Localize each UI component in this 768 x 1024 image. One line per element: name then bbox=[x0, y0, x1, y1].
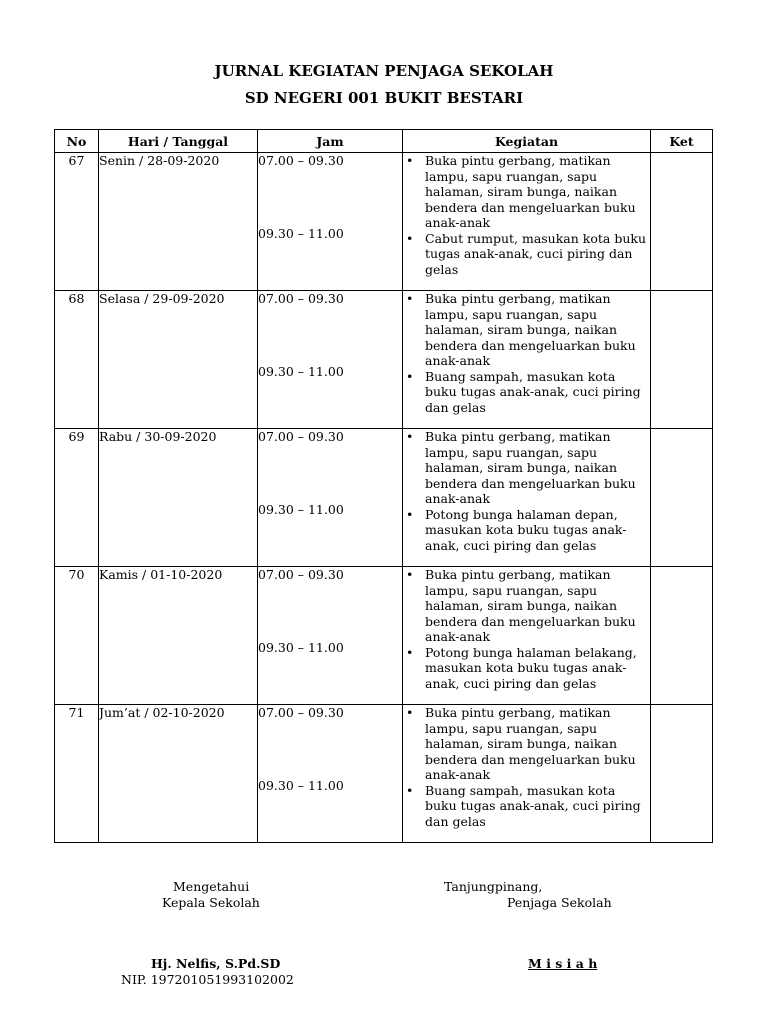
row-number: 67 bbox=[55, 153, 99, 291]
row-note bbox=[651, 705, 713, 843]
row-day-date: Kamis / 01-10-2020 bbox=[99, 567, 258, 705]
document-title: JURNAL KEGIATAN PENJAGA SEKOLAH bbox=[214, 62, 554, 80]
row-time-cell bbox=[258, 429, 403, 567]
activity-item: • Buka pintu gerbang, matikan lampu, sapu ruangan, sapu halaman, siram bunga, naikan bendera dan mengeluarkan buku anak-anak bbox=[403, 291, 650, 369]
time-slot: 09.30 – 11.00 bbox=[258, 778, 344, 793]
row-note bbox=[651, 429, 713, 567]
acknowledged-label: Mengetahui bbox=[173, 879, 250, 894]
row-note bbox=[651, 291, 713, 429]
time-slot: 07.00 – 09.30 bbox=[258, 567, 344, 582]
column-header-no: No bbox=[55, 130, 99, 153]
journal-table bbox=[54, 129, 713, 843]
time-slot: 07.00 – 09.30 bbox=[258, 705, 344, 720]
table-row bbox=[55, 429, 713, 567]
time-slot: 07.00 – 09.30 bbox=[258, 429, 344, 444]
place-label: Tanjungpinang, bbox=[444, 879, 543, 894]
row-time-cell bbox=[258, 705, 403, 843]
time-slot: 09.30 – 11.00 bbox=[258, 226, 344, 241]
table-row bbox=[55, 153, 713, 291]
time-slot: 09.30 – 11.00 bbox=[258, 364, 344, 379]
row-time-cell bbox=[258, 153, 403, 291]
time-slot: 07.00 – 09.30 bbox=[258, 291, 344, 306]
table-row bbox=[55, 567, 713, 705]
principal-nip: NIP. 197201051993102002 bbox=[121, 972, 294, 987]
row-activity-cell bbox=[403, 705, 651, 843]
time-slot: 09.30 – 11.00 bbox=[258, 502, 344, 517]
activity-item: • Buka pintu gerbang, matikan lampu, sapu ruangan, sapu halaman, siram bunga, naikan bendera dan mengeluarkan buku anak-anak bbox=[403, 153, 650, 231]
column-header-day: Hari / Tanggal bbox=[99, 130, 258, 153]
row-number: 68 bbox=[55, 291, 99, 429]
row-day-date: Jum’at / 02-10-2020 bbox=[99, 705, 258, 843]
principal-label: Kepala Sekolah bbox=[162, 895, 260, 910]
principal-name: Hj. Nelfis, S.Pd.SD bbox=[151, 956, 281, 971]
guard-label: Penjaga Sekolah bbox=[507, 895, 612, 910]
row-day-date: Rabu / 30-09-2020 bbox=[99, 429, 258, 567]
row-activity-cell bbox=[403, 291, 651, 429]
row-number: 71 bbox=[55, 705, 99, 843]
table-row bbox=[55, 705, 713, 843]
row-activity-cell bbox=[403, 153, 651, 291]
guard-name: M i s i a h bbox=[528, 956, 598, 971]
table-row bbox=[55, 291, 713, 429]
row-time-cell bbox=[258, 291, 403, 429]
row-activity-cell bbox=[403, 567, 651, 705]
activity-item: • Cabut rumput, masukan kota buku tugas anak-anak, cuci piring dan gelas bbox=[403, 231, 650, 278]
time-slot: 07.00 – 09.30 bbox=[258, 153, 344, 168]
table-header-row bbox=[55, 130, 713, 153]
row-note bbox=[651, 567, 713, 705]
row-day-date: Senin / 28-09-2020 bbox=[99, 153, 258, 291]
activity-item: • Buang sampah, masukan kota buku tugas anak-anak, cuci piring dan gelas bbox=[403, 783, 650, 830]
activity-item: • Buka pintu gerbang, matikan lampu, sapu ruangan, sapu halaman, siram bunga, naikan bendera dan mengeluarkan buku anak-anak bbox=[403, 705, 650, 783]
column-header-jam: Jam bbox=[258, 130, 403, 153]
row-day-date: Selasa / 29-09-2020 bbox=[99, 291, 258, 429]
activity-item: • Potong bunga halaman depan, masukan kota buku tugas anak-anak, cuci piring dan gelas bbox=[403, 507, 650, 554]
activity-item: • Buka pintu gerbang, matikan lampu, sapu ruangan, sapu halaman, siram bunga, naikan bendera dan mengeluarkan buku anak-anak bbox=[403, 429, 650, 507]
row-number: 69 bbox=[55, 429, 99, 567]
time-slot: 09.30 – 11.00 bbox=[258, 640, 344, 655]
activity-item: • Potong bunga halaman belakang, masukan kota buku tugas anak-anak, cuci piring dan gelas bbox=[403, 645, 650, 692]
row-number: 70 bbox=[55, 567, 99, 705]
school-name: SD NEGERI 001 BUKIT BESTARI bbox=[244, 89, 524, 107]
row-time-cell bbox=[258, 567, 403, 705]
activity-item: • Buang sampah, masukan kota buku tugas anak-anak, cuci piring dan gelas bbox=[403, 369, 650, 416]
activity-item: • Buka pintu gerbang, matikan lampu, sapu ruangan, sapu halaman, siram bunga, naikan bendera dan mengeluarkan buku anak-anak bbox=[403, 567, 650, 645]
column-header-kegiatan: Kegiatan bbox=[403, 130, 651, 153]
row-note bbox=[651, 153, 713, 291]
column-header-ket: Ket bbox=[651, 130, 713, 153]
row-activity-cell bbox=[403, 429, 651, 567]
